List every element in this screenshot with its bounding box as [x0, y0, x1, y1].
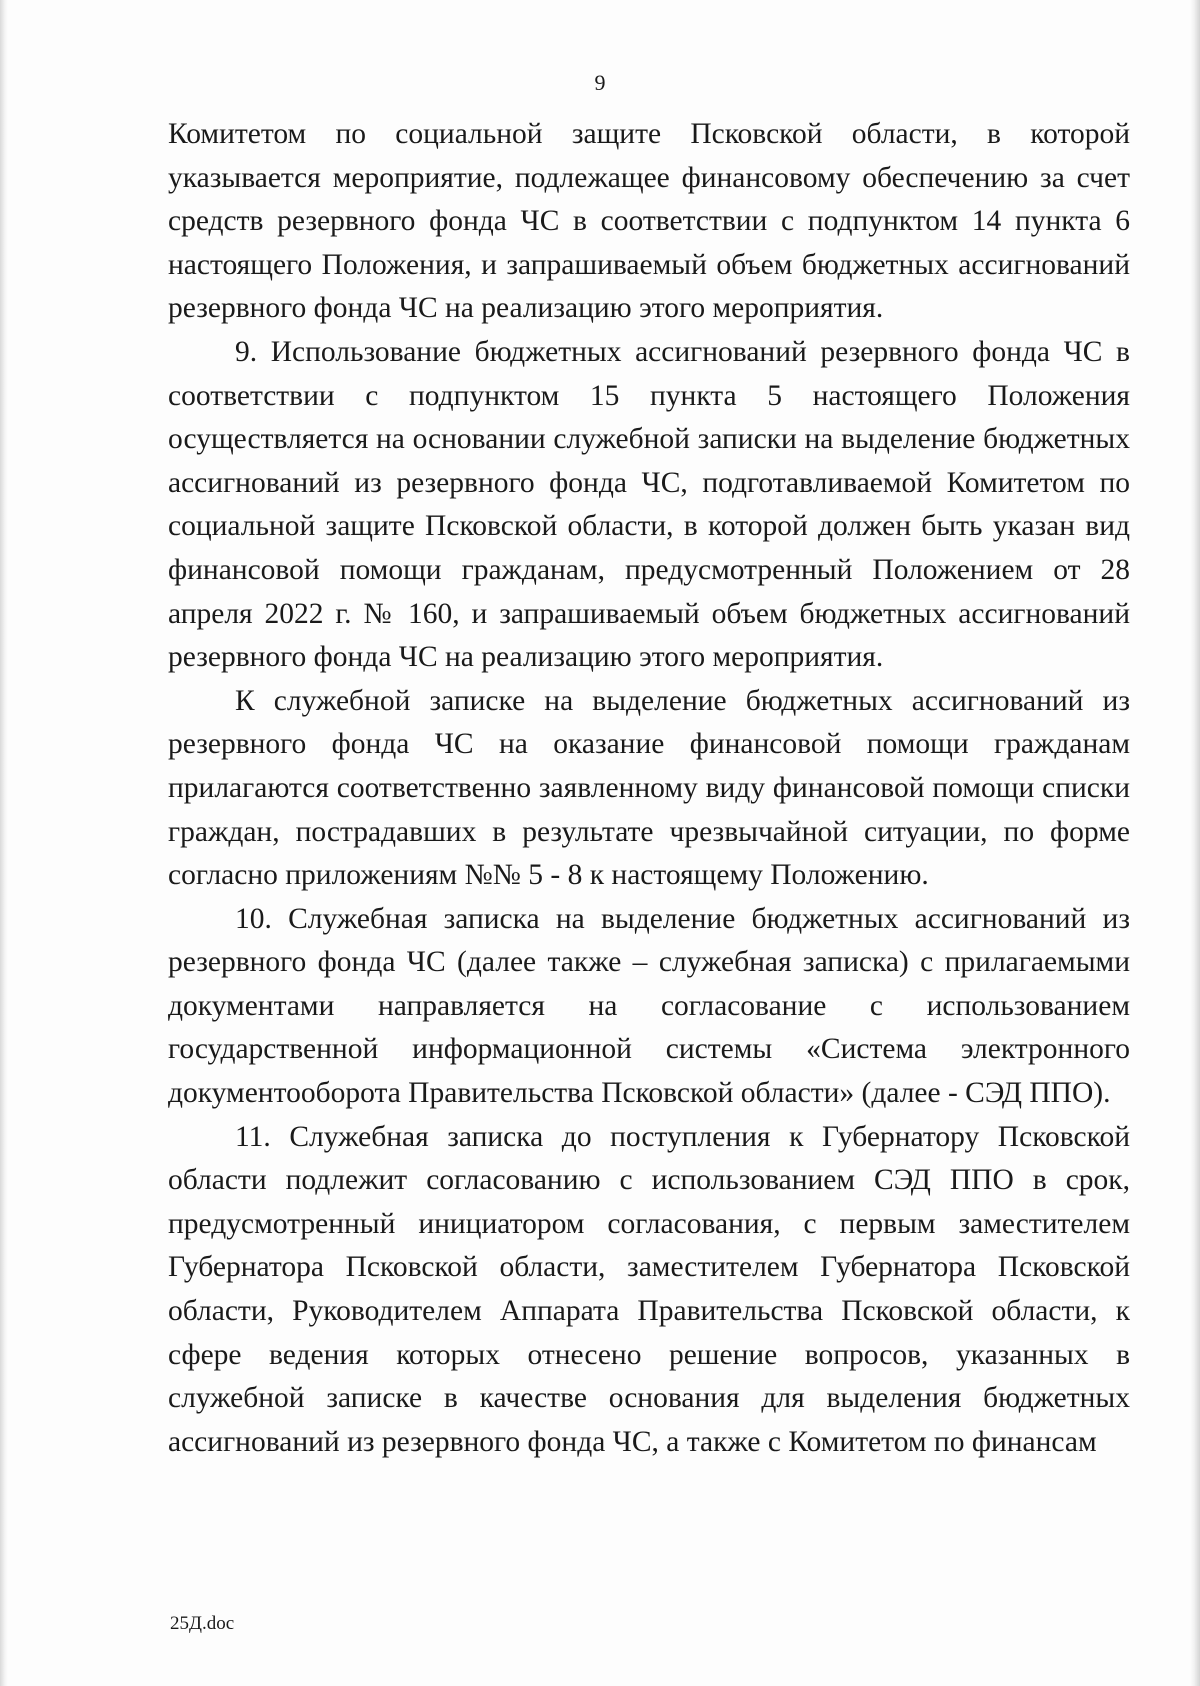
scan-edge-left [0, 0, 8, 1686]
document-body [168, 113, 1130, 1464]
paragraph-continuation: Комитетом по социальной защите Псковской области, в которой указывается мероприятие, подлежащее финансовому обеспечению за счет средств резервного фонда ЧС в соответствии с подпунктом 14 пункта 6 настоящего Положения, и запрашиваемый объем бюджетных ассигнований резервного фонда ЧС на реализацию этого мероприятия. [168, 118, 1130, 325]
paragraph-item-9: 9. Использование бюджетных ассигнований резервного фонда ЧС в соответствии с подпунктом 15 пункта 5 настоящего Положения осуществляется на основании служебной записки на выделение бюджетных ассигнований из резервного фонда ЧС, подготавливаемой Комитетом по социальной защите Псковской области, в которой должен быть указан вид финансовой помощи гражданам, предусмотренный Положением от 28 апреля 2022 г. № 160, и запрашиваемый объем бюджетных ассигнований резервного фонда ЧС на реализацию этого мероприятия. [168, 335, 1130, 674]
paragraph-attachments: К служебной записке на выделение бюджетных ассигнований из резервного фонда ЧС на оказание финансовой помощи гражданам прилагаются соответственно заявленному виду финансовой помощи списки граждан, пострадавших в результате чрезвычайной ситуации, по форме согласно приложениям №№ 5 - 8 к настоящему Положению. [168, 684, 1130, 892]
footer-filename: 25Д.doc [170, 1613, 235, 1634]
paragraph-item-10: 10. Служебная записка на выделение бюджетных ассигнований из резервного фонда ЧС (далее также – служебная записка) с прилагаемыми документами направляется на согласование с использованием государственной информационной системы «Система электронного документооборота Правительства Псковской области» (далее - СЭД ППО). [168, 902, 1130, 1110]
paragraph-item-11: 11. Служебная записка до поступления к Губернатору Псковской области подлежит согласованию с использованием СЭД ППО в срок, предусмотренный инициатором согласования, с первым заместителем Губернатора Псковской области, заместителем Губернатора Псковской области, Руководителем Аппарата Правительства Псковской области, к сфере ведения которых отнесено решение вопросов, указанных в служебной записке в качестве основания для выделения бюджетных ассигнований из резервного фонда ЧС, а также с Комитетом по финансам [168, 1120, 1130, 1458]
page-number: 9 [594, 70, 606, 95]
scan-edge-right [1190, 0, 1200, 1686]
